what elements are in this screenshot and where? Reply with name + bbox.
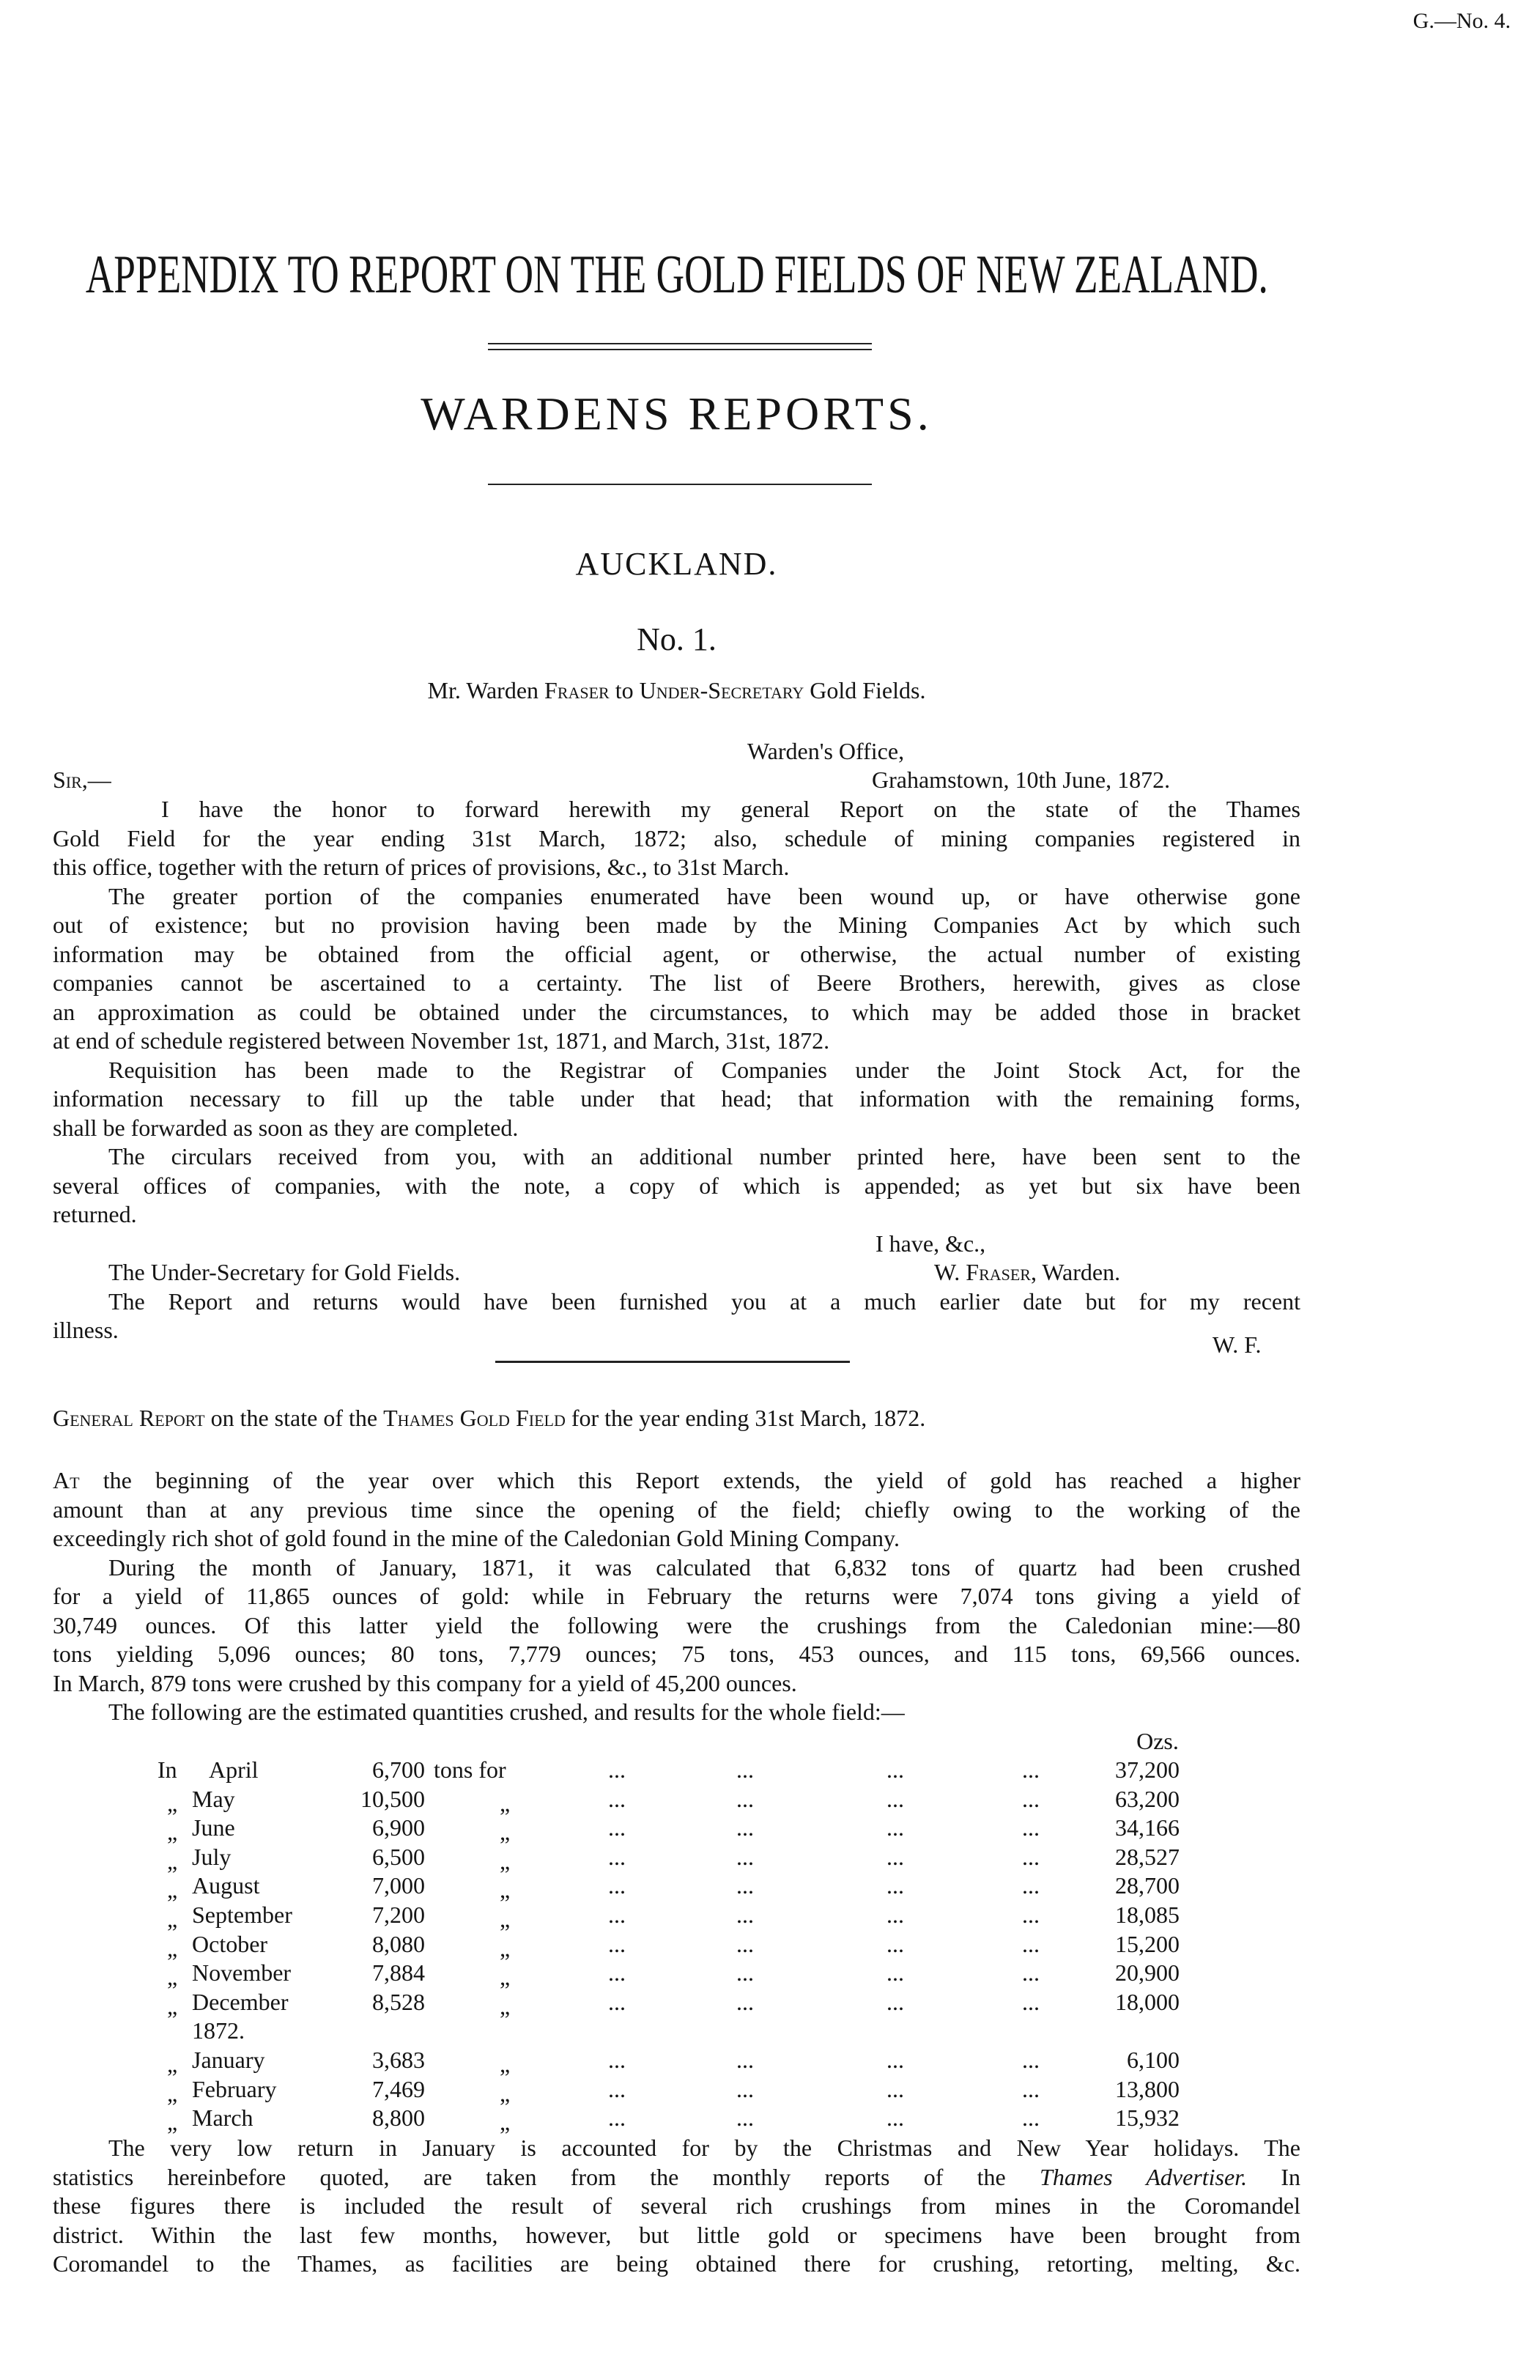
dot-leader: ... [886, 1872, 904, 1899]
dot-leader: ... [886, 2047, 904, 2073]
signature [934, 1257, 1300, 1287]
tons: 7,000 [372, 1872, 425, 1899]
dot-leader: ... [736, 1902, 754, 1928]
ditto-mark: „ [500, 1847, 511, 1874]
month: May [192, 1785, 235, 1812]
dot-leader: ... [1022, 1930, 1040, 1957]
tons: 7,884 [372, 1959, 425, 1987]
ditto-mark: „ [167, 1906, 178, 1932]
report-line-text: statistics hereinbefore quoted, are taken from the monthly reports of the [53, 2164, 1040, 2190]
double-rule-top [488, 343, 872, 344]
tons: 6,500 [372, 1843, 425, 1870]
tons: 8,800 [372, 2104, 425, 2132]
tons: 6,900 [372, 1814, 425, 1841]
letter-line: I have the honor to forward herewith my general Report on the state of the Thames [161, 796, 1300, 822]
report-heading-label: General Report [53, 1405, 205, 1431]
dot-leader: ... [886, 1814, 904, 1841]
heading-text: Gold Fields. [804, 677, 926, 703]
dot-leader: ... [736, 1785, 754, 1812]
heading-sender: Fraser [544, 677, 610, 703]
ditto-mark: „ [500, 2109, 511, 2136]
letter-line: an approximation as could be obtained under the circumstances, to which may be added those in bracket [53, 999, 1300, 1025]
report-line: these figures there is included the result of several rich crushings from mines in the Coromandel [53, 2192, 1300, 2219]
dot-leader: ... [608, 2075, 626, 2102]
dot-leader: ... [886, 1756, 904, 1783]
month: July [192, 1843, 232, 1870]
report-number: No. 1. [637, 621, 717, 657]
report-line [53, 2162, 1300, 2192]
dot-leader: ... [886, 1930, 904, 1957]
month: December [192, 1988, 289, 2015]
ditto-mark: „ [167, 1992, 178, 2019]
month-prefix: In [158, 1756, 177, 1783]
ounces: 20,900 [1115, 1959, 1180, 1987]
dot-leader: ... [608, 1902, 626, 1928]
report-line-text: In [1247, 2164, 1301, 2190]
tons: 8,080 [372, 1930, 425, 1957]
ditto-mark: „ [167, 1934, 178, 1962]
ditto-mark: „ [167, 1847, 178, 1874]
tons: 7,200 [372, 1902, 425, 1928]
tons: 6,700 [372, 1756, 425, 1783]
year-label: 1872. [192, 2017, 245, 2044]
month: April [209, 1756, 259, 1783]
newspaper-title: Thames Advertiser. [1040, 2164, 1248, 2190]
ozs-header: Ozs. [1136, 1728, 1179, 1754]
dot-leader: ... [608, 1988, 626, 2015]
dot-leader: ... [886, 1902, 904, 1928]
dot-leader: ... [1022, 1959, 1040, 1987]
dot-leader: ... [736, 1959, 754, 1987]
dot-leader: ... [608, 1872, 626, 1899]
dot-leader: ... [886, 1785, 904, 1812]
dot-leader: ... [736, 1756, 754, 1783]
report-line: for a yield of 11,865 ounces of gold: while in February the returns were 7,074 tons giving a yield of [53, 1583, 1300, 1609]
letter-line: Gold Field for the year ending 31st March, 1872; also, schedule of mining companies registered in [53, 825, 1300, 851]
office-line: Warden's Office, [747, 738, 905, 764]
ditto-mark: „ [167, 1819, 178, 1846]
dot-leader: ... [1022, 2047, 1040, 2073]
dot-leader: ... [608, 1959, 626, 1987]
letter-line: information may be obtained from the official agent, or otherwise, the actual number of existing [53, 941, 1300, 967]
report-line: The very low return in January is accounted for by the Christmas and New Year holidays. The [108, 2135, 1300, 2161]
ditto-mark: „ [167, 2080, 178, 2107]
ditto-mark: „ [500, 1906, 511, 1932]
ounces: 18,000 [1115, 1988, 1180, 2015]
dot-leader: ... [608, 1814, 626, 1841]
month: October [192, 1930, 268, 1957]
section-rule [488, 484, 872, 485]
ditto-mark: „ [500, 2051, 511, 2077]
report-line: amount than at any previous time since the opening of the field; chiefly owing to the working of the [53, 1496, 1300, 1523]
ditto-mark: „ [167, 1964, 178, 1991]
dot-leader: ... [608, 2104, 626, 2132]
report-line: 30,749 ounces. Of this latter yield the following were the crushings from the Caledonian mine:—80 [53, 1612, 1300, 1638]
dot-leader: ... [1022, 1843, 1040, 1870]
letter-line: out of existence; but no provision having been made by the Mining Companies Act by which such [53, 912, 1300, 938]
letter-line: at end of schedule registered between November 1st, 1871, and March, 31st, 1872. [53, 1027, 830, 1054]
ounces: 6,100 [1127, 2047, 1180, 2073]
report-heading-text: on the state of the [204, 1405, 384, 1431]
dot-leader: ... [1022, 2104, 1040, 2132]
report-line [53, 1466, 1300, 1495]
ditto-mark: „ [500, 1992, 511, 2019]
month: June [192, 1814, 235, 1841]
dot-leader: ... [736, 1872, 754, 1899]
initials: W. F. [1213, 1331, 1262, 1358]
dot-leader: ... [886, 1988, 904, 2015]
dot-leader: ... [1022, 1814, 1040, 1841]
month: January [192, 2047, 265, 2073]
section-divider [495, 1361, 850, 1363]
dot-leader: ... [608, 1756, 626, 1783]
heading-text: to [609, 677, 640, 703]
letter-line: returned. [53, 1201, 137, 1227]
dot-leader: ... [886, 1959, 904, 1987]
report-line: The following are the estimated quantities crushed, and results for the whole field:— [108, 1699, 905, 1725]
ditto-mark: „ [500, 2080, 511, 2107]
ditto-mark: „ [500, 1789, 511, 1817]
ditto-mark: „ [167, 1877, 178, 1904]
ounces: 63,200 [1115, 1785, 1180, 1812]
letter-line: shall be forwarded as soon as they are completed. [53, 1115, 519, 1141]
dot-leader: ... [1022, 2075, 1040, 2102]
letter-line: several offices of companies, with the note, a copy of which is appended; as yet but six have been [53, 1172, 1300, 1199]
report-line: tons yielding 5,096 ounces; 80 tons, 7,779 ounces; 75 tons, 453 ounces, and 115 tons, 69,566 ounces. [53, 1641, 1300, 1667]
document-title: APPENDIX TO REPORT ON THE GOLD FIELDS OF NEW ZEALAND. [85, 245, 1268, 305]
ditto-mark: „ [167, 2051, 178, 2077]
ounces: 37,200 [1115, 1756, 1180, 1783]
double-rule-bottom [488, 349, 872, 350]
ditto-mark: „ [500, 1819, 511, 1846]
report-heading [53, 1403, 1300, 1433]
tons-for: tons for [434, 1756, 506, 1783]
letter-line: information necessary to fill up the table under that head; that information with the remaining forms, [53, 1085, 1300, 1112]
letter-line: The greater portion of the companies enumerated have been wound up, or have otherwise gone [108, 883, 1300, 909]
ounces: 18,085 [1115, 1902, 1180, 1928]
report-line: During the month of January, 1871, it was calculated that 6,832 tons of quartz had been crushed [108, 1554, 1300, 1581]
page-reference: G.—No. 4. [1413, 9, 1511, 33]
month: March [192, 2104, 253, 2132]
document-title-wrap [53, 245, 1300, 304]
ditto-mark: „ [167, 2109, 178, 2136]
dot-leader: ... [1022, 1785, 1040, 1812]
section-title: WARDENS REPORTS. [421, 388, 933, 440]
dot-leader: ... [1022, 1902, 1040, 1928]
dot-leader: ... [736, 1988, 754, 2015]
ditto-mark: „ [500, 1964, 511, 1991]
heading-recipient: Under-Secretary [639, 677, 804, 703]
dot-leader: ... [736, 1814, 754, 1841]
tons: 3,683 [372, 2047, 425, 2073]
month: February [192, 2075, 277, 2102]
postscript-line: illness. [53, 1317, 119, 1343]
month: September [192, 1902, 292, 1928]
tons: 10,500 [360, 1785, 425, 1812]
ditto-mark: „ [500, 1877, 511, 1904]
dot-leader: ... [736, 2075, 754, 2102]
ditto-mark: „ [167, 1789, 178, 1817]
dot-leader: ... [608, 2047, 626, 2073]
ditto-mark: „ [500, 1934, 511, 1962]
dot-leader: ... [736, 2104, 754, 2132]
tons: 8,528 [372, 1988, 425, 2015]
closing: I have, &c., [875, 1230, 986, 1257]
dot-leader: ... [1022, 1872, 1040, 1899]
report-line: district. Within the last few months, however, but little gold or specimens have been brought from [53, 2222, 1300, 2248]
letter-line: The circulars received from you, with an additional number printed here, have been sent to the [108, 1143, 1300, 1169]
dot-leader: ... [736, 1843, 754, 1870]
dot-leader: ... [1022, 1988, 1040, 2015]
addressee: The Under-Secretary for Gold Fields. [108, 1259, 461, 1285]
signature-text: , Warden. [1030, 1259, 1121, 1285]
ounces: 34,166 [1115, 1814, 1180, 1841]
report-line: exceedingly rich shot of gold found in the mine of the Caledonian Gold Mining Company. [53, 1525, 900, 1551]
letter-line: Requisition has been made to the Registrar of Companies under the Joint Stock Act, for the [108, 1057, 1300, 1083]
dot-leader: ... [608, 1785, 626, 1812]
month: August [192, 1872, 260, 1899]
tons: 7,469 [372, 2075, 425, 2102]
report-line-text: the beginning of the year over which this Report extends, the yield of gold has reached a higher [79, 1467, 1300, 1493]
heading-text: Mr. Warden [427, 677, 545, 703]
letter-line: companies cannot be ascertained to a certainty. The list of Beere Brothers, herewith, gives as close [53, 969, 1300, 996]
region-heading: AUCKLAND. [575, 546, 778, 582]
dot-leader: ... [886, 2075, 904, 2102]
letter-heading [53, 676, 1300, 705]
report-heading-text: for the year ending 31st March, 1872. [565, 1405, 926, 1431]
month: November [192, 1959, 292, 1987]
signature-text: W. [934, 1259, 966, 1285]
report-line: Coromandel to the Thames, as facilities are being obtained there for crushing, retorting, melting, &c. [53, 2250, 1300, 2277]
postscript-line: The Report and returns would have been furnished you at a much earlier date but for my recent [108, 1288, 1300, 1315]
place-date: Grahamstown, 10th June, 1872. [872, 766, 1171, 793]
dot-leader: ... [736, 2047, 754, 2073]
dot-leader: ... [608, 1930, 626, 1957]
dot-leader: ... [608, 1843, 626, 1870]
dot-leader: ... [886, 1843, 904, 1870]
dot-leader: ... [1022, 1756, 1040, 1783]
ounces: 15,200 [1115, 1930, 1180, 1957]
letter-line: this office, together with the return of prices of provisions, &c., to 31st March. [53, 854, 790, 880]
ounces: 15,932 [1115, 2104, 1180, 2132]
dot-leader: ... [886, 2104, 904, 2132]
report-first-word: At [53, 1467, 80, 1493]
ounces: 13,800 [1115, 2075, 1180, 2102]
ounces: 28,527 [1115, 1843, 1180, 1870]
salutation: Sir,— [53, 766, 111, 793]
signature-name: Fraser [966, 1259, 1031, 1285]
dot-leader: ... [736, 1930, 754, 1957]
report-line: In March, 879 tons were crushed by this company for a yield of 45,200 ounces. [53, 1670, 797, 1696]
ounces: 28,700 [1115, 1872, 1180, 1899]
report-heading-field: Thames Gold Field [383, 1405, 566, 1431]
